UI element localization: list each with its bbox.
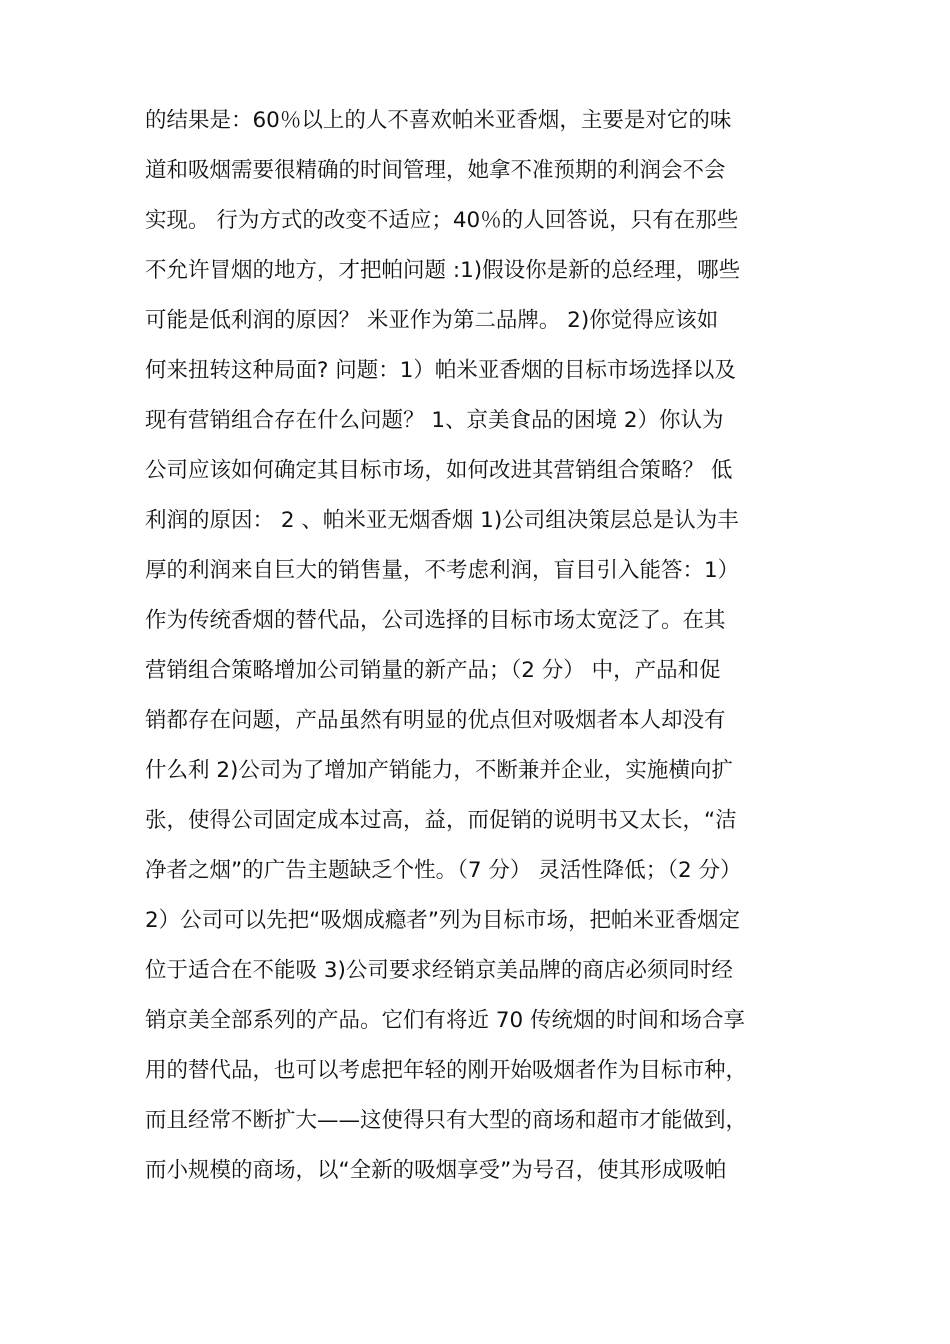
text-line: 实现。 行为方式的改变不适应；40％的人回答说，只有在那些	[145, 208, 739, 233]
body-text	[145, 96, 825, 1196]
text-line: 营销组合策略增加公司销量的新产品；（2 分） 中，产品和促	[145, 658, 721, 683]
text-line: 什么利 2)公司为了增加产销能力，不断兼并企业，实施横向扩	[145, 758, 733, 783]
text-line: 作为传统香烟的替代品，公司选择的目标市场太宽泛了。在其	[145, 608, 726, 633]
text-line: 张，使得公司固定成本过高，益，而促销的说明书又太长，“洁	[145, 808, 737, 833]
text-line: 何来扭转这种局面? 问题：1）帕米亚香烟的目标市场选择以及	[145, 358, 736, 383]
text-line: 现有营销组合存在什么问题？ 1、京美食品的困境 2）你认为	[145, 408, 724, 433]
text-line: 2）公司可以先把“吸烟成瘾者”列为目标市场，把帕米亚香烟定	[145, 908, 740, 933]
text-line: 而小规模的商场，以“全新的吸烟享受”为号召，使其形成吸帕	[145, 1158, 727, 1183]
text-line: 的结果是：60％以上的人不喜欢帕米亚香烟，主要是对它的味	[145, 108, 732, 133]
text-line: 道和吸烟需要很精确的时间管理，她拿不准预期的利润会不会	[145, 158, 726, 183]
text-line: 不允许冒烟的地方，才把帕问题 :1)假设你是新的总经理，哪些	[145, 258, 741, 283]
text-line: 销京美全部系列的产品。它们有将近 70 传统烟的时间和场合享	[145, 1008, 746, 1033]
text-line: 利润的原因： 2 、帕米亚无烟香烟 1)公司组决策层总是认为丰	[145, 508, 739, 533]
text-line: 位于适合在不能吸 3)公司要求经销京美品牌的商店必须同时经	[145, 958, 733, 983]
text-line: 用的替代品，也可以考虑把年轻的刚开始吸烟者作为目标市种，	[145, 1058, 748, 1083]
text-line: 可能是低利润的原因？ 米亚作为第二品牌。 2)你觉得应该如	[145, 308, 719, 333]
text-line: 厚的利润来自巨大的销售量，不考虑利润，盲目引入能答：1）	[145, 558, 740, 583]
text-line: 公司应该如何确定其目标市场，如何改进其营销组合策略？ 低	[145, 458, 733, 483]
text-line: 净者之烟”的广告主题缺乏个性。（7 分） 灵活性降低；（2 分）	[145, 858, 742, 883]
text-line: 销都存在问题，产品虽然有明显的优点但对吸烟者本人却没有	[145, 708, 726, 733]
text-line: 而且经常不断扩大——这使得只有大型的商场和超市才能做到，	[145, 1108, 748, 1133]
